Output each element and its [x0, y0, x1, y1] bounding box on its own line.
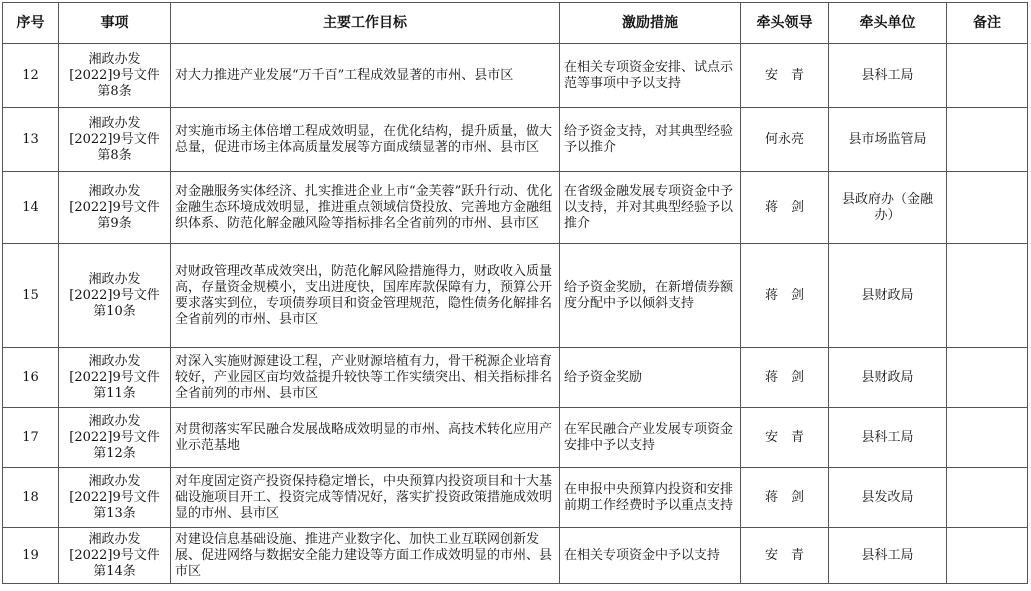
cell-goal: 对深入实施财源建设工程，产业财源培植有力，骨干税源企业培育较好，产业园区亩均效益提升较快等工作实绩突出、相关指标排名全省前列的市州、县市区 — [171, 348, 560, 408]
cell-no: 15 — [3, 244, 59, 348]
cell-item: 湘政办发[2022]9号文件第11条 — [59, 348, 171, 408]
cell-incentive: 在相关专项资金安排、试点示范等事项中予以支持 — [560, 44, 741, 108]
cell-no: 13 — [3, 108, 59, 172]
cell-incentive: 在省级金融发展专项资金中予以支持，并对其典型经验予以推介 — [560, 172, 741, 244]
cell-incentive: 在申报中央预算内投资和安排前期工作经费时予以重点支持 — [560, 468, 741, 528]
cell-leader: 蒋 剑 — [741, 172, 829, 244]
cell-unit: 县科工局 — [829, 528, 947, 584]
cell-goal: 对大力推进产业发展“万千百”工程成效显著的市州、县市区 — [171, 44, 560, 108]
header-unit: 牵头单位 — [829, 3, 947, 44]
header-item: 事项 — [59, 3, 171, 44]
cell-no: 14 — [3, 172, 59, 244]
table-row — [3, 348, 1028, 408]
cell-note — [947, 468, 1028, 528]
cell-note — [947, 44, 1028, 108]
cell-leader: 安 青 — [741, 44, 829, 108]
table-row — [3, 44, 1028, 108]
incentive-table — [2, 2, 1028, 584]
cell-leader: 蒋 剑 — [741, 244, 829, 348]
table-row — [3, 108, 1028, 172]
cell-unit: 县发改局 — [829, 468, 947, 528]
cell-incentive: 给予资金奖励 — [560, 348, 741, 408]
cell-leader: 安 青 — [741, 408, 829, 468]
cell-incentive: 在相关专项资金中予以支持 — [560, 528, 741, 584]
cell-note — [947, 108, 1028, 172]
cell-goal: 对建设信息基础设施、推进产业数字化、加快工业互联网创新发展、促进网络与数据安全能力建设等方面工作成效明显的市州、县市区 — [171, 528, 560, 584]
table-row — [3, 528, 1028, 584]
header-no: 序号 — [3, 3, 59, 44]
cell-item: 湘政办发[2022]9号文件第10条 — [59, 244, 171, 348]
cell-unit: 县政府办（金融办） — [829, 172, 947, 244]
cell-item: 湘政办发[2022]9号文件第8条 — [59, 108, 171, 172]
cell-unit: 县财政局 — [829, 244, 947, 348]
cell-unit: 县科工局 — [829, 408, 947, 468]
cell-no: 17 — [3, 408, 59, 468]
cell-no: 19 — [3, 528, 59, 584]
header-incentive: 激励措施 — [560, 3, 741, 44]
cell-leader: 蒋 剑 — [741, 468, 829, 528]
table-row — [3, 408, 1028, 468]
header-row — [3, 3, 1028, 44]
header-leader: 牵头领导 — [741, 3, 829, 44]
cell-leader: 蒋 剑 — [741, 348, 829, 408]
cell-item: 湘政办发[2022]9号文件第12条 — [59, 408, 171, 468]
cell-incentive: 在军民融合产业发展专项资金安排中予以支持 — [560, 408, 741, 468]
table-row — [3, 244, 1028, 348]
cell-no: 16 — [3, 348, 59, 408]
cell-goal: 对财政管理改革成效突出，防范化解风险措施得力，财政收入质量高，存量资金规模小，支出进度快，国库库款保障有力，预算公开要求落实到位，专项债券项目和资金管理规范，隐性债务化解排名全省前列的市州、县市区 — [171, 244, 560, 348]
cell-item: 湘政办发[2022]9号文件第13条 — [59, 468, 171, 528]
cell-note — [947, 528, 1028, 584]
header-goal: 主要工作目标 — [171, 3, 560, 44]
cell-goal: 对金融服务实体经济、扎实推进企业上市“金芙蓉”跃升行动、优化金融生态环境成效明显，推进重点领域信贷投放、完善地方金融组织体系、防范化解金融风险等指标排名全省前列的市州、县市区 — [171, 172, 560, 244]
cell-leader: 安 青 — [741, 528, 829, 584]
table-row — [3, 468, 1028, 528]
cell-unit: 县财政局 — [829, 348, 947, 408]
cell-incentive: 给予资金奖励，在新增债券额度分配中予以倾斜支持 — [560, 244, 741, 348]
cell-incentive: 给予资金支持，对其典型经验予以推介 — [560, 108, 741, 172]
header-note: 备注 — [947, 3, 1028, 44]
cell-no: 12 — [3, 44, 59, 108]
cell-goal: 对贯彻落实军民融合发展战略成效明显的市州、高技术转化应用产业示范基地 — [171, 408, 560, 468]
cell-item: 湘政办发[2022]9号文件第8条 — [59, 44, 171, 108]
cell-goal: 对年度固定资产投资保持稳定增长，中央预算内投资项目和十大基础设施项目开工、投资完成等情况好，落实扩投资政策措施成效明显的市州、县市区 — [171, 468, 560, 528]
cell-unit: 县市场监管局 — [829, 108, 947, 172]
table-row — [3, 172, 1028, 244]
cell-note — [947, 244, 1028, 348]
cell-unit: 县科工局 — [829, 44, 947, 108]
cell-no: 18 — [3, 468, 59, 528]
cell-leader: 何永亮 — [741, 108, 829, 172]
cell-item: 湘政办发[2022]9号文件第9条 — [59, 172, 171, 244]
cell-note — [947, 408, 1028, 468]
cell-note — [947, 348, 1028, 408]
cell-item: 湘政办发[2022]9号文件第14条 — [59, 528, 171, 584]
cell-note — [947, 172, 1028, 244]
cell-goal: 对实施市场主体倍增工程成效明显，在优化结构，提升质量，做大总量，促进市场主体高质量发展等方面成绩显著的市州、县市区 — [171, 108, 560, 172]
